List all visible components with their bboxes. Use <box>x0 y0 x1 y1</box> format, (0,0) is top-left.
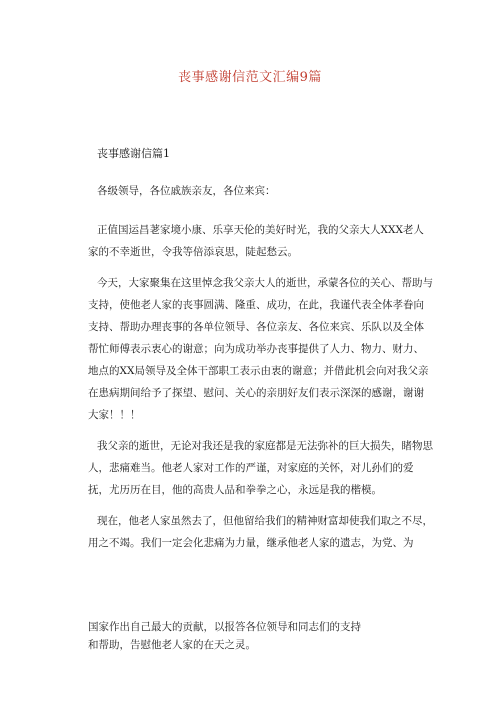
paragraph: 现在，他老人家虽然去了，但他留给我们的精神财富却使我们取之不尽，用之不竭。我们一定会化悲痛为力量，继承他老人家的遗志，为党、为 <box>88 515 433 549</box>
tail-line: 和帮助，告慰他老人家的在天之灵。 <box>88 639 256 651</box>
greeting-block <box>88 180 433 202</box>
paragraph: 我父亲的逝世，无论对我还是我的家庭都是无法弥补的巨大损失，睹物思人，悲痛难当。他老人家对工作的严谨，对家庭的关怀，对儿孙们的爱抚，尤历历在目，他的高贵人品和拳拳之心，永远是我的楷模。 <box>88 440 433 496</box>
greeting-line: 各级领导，各位戚族亲友，各位来宾： <box>97 185 276 197</box>
section-heading: 丧事感谢信篇1 <box>97 147 170 160</box>
letter-body <box>88 219 433 563</box>
document-title: 丧事感谢信范文汇编9篇 <box>178 70 322 85</box>
letter-tail <box>88 618 433 654</box>
tail-line: 国家作出自己最大的贡献，以报答各位领导和同志们的支持 <box>88 621 361 633</box>
paragraph: 正值国运昌荖家境小康、乐享天伦的美好时光，我的父亲大人XXX老人家的不幸逝世，令我等倍添哀思，陡起愁云。 <box>88 224 424 258</box>
paragraph: 今天，大家聚集在这里悼念我父亲大人的逝世，承蒙各位的关心、帮助与支持，使他老人家的丧事圆满、隆重、成功，在此，我谨代表全体孝眷向支持、帮助办理丧事的各单位领导、各位亲友、各位来宾、乐队以及全体帮忙师傅表示衷心的谢意；向为成功举办丧事提供了人力、物力、财力、地点的XX局领导及全体干部职工表示由衷的谢意；并借此机会向对我父亲在患病期间给予了探望、慰问、关心的亲朋好友们表示深深的感谢，谢谢大家！！！ <box>88 277 433 421</box>
